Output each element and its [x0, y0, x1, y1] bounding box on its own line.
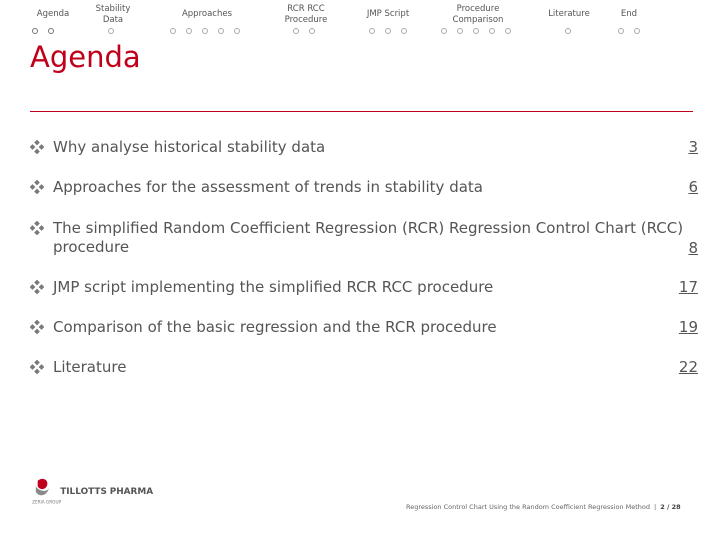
slide-dot[interactable]: [505, 28, 511, 34]
nav-comparison-label: Procedure Comparison: [452, 4, 504, 25]
agenda-item-6: [30, 358, 698, 378]
agenda-item-text: Literature: [53, 358, 127, 376]
logo-brand-text: TILLOTTS PHARMA: [60, 486, 154, 497]
nav-end-label: End: [620, 9, 638, 19]
page-number: 2 / 28: [660, 503, 681, 511]
agenda-item-3: [30, 219, 698, 259]
footer: [406, 503, 681, 511]
slide-dot[interactable]: [369, 28, 375, 34]
agenda-item-page-link[interactable]: 19: [678, 318, 698, 336]
nav-stability-data-label: Stability Data: [95, 4, 131, 25]
nav-procedure-comparison[interactable]: [445, 4, 511, 26]
logo-group-text: ZERIA GROUP: [32, 499, 62, 505]
agenda-item-text: JMP script implementing the simplified RCR RCC procedure: [53, 278, 494, 296]
agenda-item-2: [30, 178, 698, 198]
nav-rcr-rcc-procedure[interactable]: [280, 4, 332, 26]
nav-rcr-label: RCR RCC Procedure: [284, 4, 328, 25]
slide-dot[interactable]: [108, 28, 114, 34]
agenda-item-5: [30, 318, 698, 338]
nav-agenda-dots: [32, 28, 64, 34]
agenda-item-text: The simplified Random Coefficient Regression (RCR) Regression Control Chart (RCC) procedure: [53, 219, 684, 256]
tillotts-pharma-logo: [28, 477, 158, 507]
slide-dot[interactable]: [489, 28, 495, 34]
slide-dot[interactable]: [457, 28, 463, 34]
agenda-item-page-link[interactable]: 6: [688, 178, 698, 196]
agenda-item-page-link[interactable]: 8: [688, 239, 698, 257]
diamond-bullet-icon: [30, 280, 44, 294]
slide-dot[interactable]: [441, 28, 447, 34]
slide-dot[interactable]: [618, 28, 624, 34]
nav-agenda-label: Agenda: [36, 9, 70, 19]
nav-rcr-dots: [293, 28, 325, 34]
nav-stability-data[interactable]: [92, 4, 134, 26]
slide-dot[interactable]: [293, 28, 299, 34]
nav-stability-dots: [108, 28, 124, 34]
slide-dot[interactable]: [473, 28, 479, 34]
title-divider: [30, 111, 693, 112]
agenda-item-page-link[interactable]: 22: [678, 358, 698, 376]
diamond-bullet-icon: [30, 360, 44, 374]
nav-agenda[interactable]: [33, 9, 73, 20]
footer-separator: |: [654, 503, 657, 511]
slide-dot[interactable]: [309, 28, 315, 34]
nav-approaches[interactable]: [172, 9, 242, 20]
agenda-item-text: Approaches for the assessment of trends in stability data: [53, 178, 483, 196]
slide-dot[interactable]: [218, 28, 224, 34]
slide-dot[interactable]: [202, 28, 208, 34]
slide-dot[interactable]: [32, 28, 38, 34]
agenda-item-page-link[interactable]: 17: [678, 278, 698, 296]
page-title: Agenda: [30, 40, 141, 74]
nav-literature-label: Literature: [548, 9, 590, 19]
agenda-item-text: Comparison of the basic regression and the RCR procedure: [53, 318, 497, 336]
slide-dot[interactable]: [401, 28, 407, 34]
diamond-bullet-icon: [30, 320, 44, 334]
footer-title: Regression Control Chart Using the Random Coefficient Regression Method: [406, 503, 650, 511]
slide-dot[interactable]: [186, 28, 192, 34]
nav-approaches-label: Approaches: [181, 9, 233, 19]
diamond-bullet-icon: [30, 140, 44, 154]
logo-mark-icon: [36, 479, 49, 495]
agenda-item-text: Why analyse historical stability data: [53, 138, 326, 156]
agenda-item-4: [30, 278, 698, 298]
nav-jmp-script[interactable]: [360, 9, 416, 20]
slide-dot[interactable]: [385, 28, 391, 34]
slide-dot[interactable]: [170, 28, 176, 34]
diamond-bullet-icon: [30, 221, 44, 235]
nav-jmp-dots: [369, 28, 417, 34]
nav-literature-dots: [565, 28, 581, 34]
nav-comparison-dots: [441, 28, 521, 34]
agenda-item-page-link[interactable]: 3: [688, 138, 698, 156]
slide-dot[interactable]: [48, 28, 54, 34]
slide-dot[interactable]: [565, 28, 571, 34]
section-navigation: [0, 0, 720, 40]
diamond-bullet-icon: [30, 180, 44, 194]
agenda-item-1: [30, 138, 698, 158]
nav-literature[interactable]: [542, 9, 596, 20]
slide-dot[interactable]: [634, 28, 640, 34]
nav-end[interactable]: [617, 9, 641, 20]
nav-approaches-dots: [170, 28, 250, 34]
slide-dot[interactable]: [234, 28, 240, 34]
nav-jmp-label: JMP Script: [366, 9, 410, 19]
nav-end-dots: [618, 28, 650, 34]
